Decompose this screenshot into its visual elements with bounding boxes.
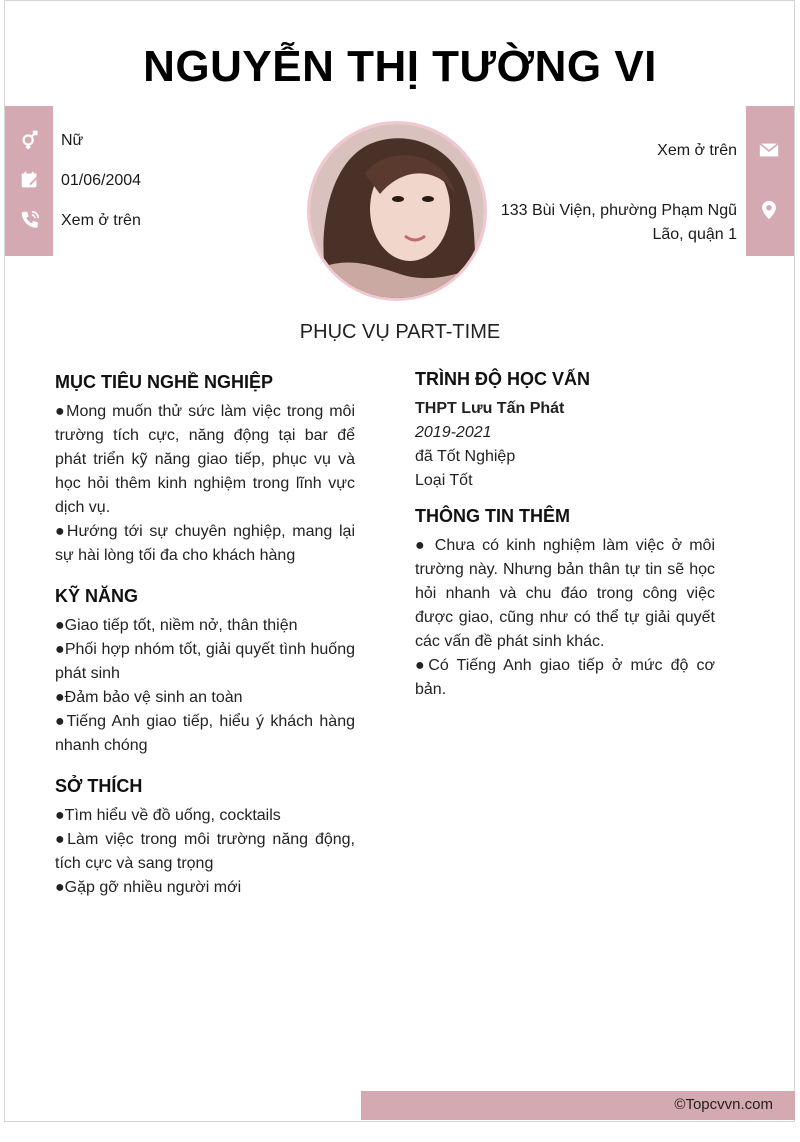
additional-info-item: ● Chưa có kinh nghiệm làm việc ở môi trường này. Nhưng bản thân tự tin sẽ học hỏi nhanh và chu đáo trong công việc được giao, cũng như có thể tự giải quyết các vấn đề phát sinh khác. xyxy=(415,537,715,650)
job-title: PHỤC VỤ PART-TIME xyxy=(299,321,501,343)
footer-credit: ©Topcvvn.com xyxy=(674,1096,773,1113)
email-text: Xem ở trên xyxy=(657,142,737,159)
avatar-photo xyxy=(310,124,484,298)
phone-text: Xem ở trên xyxy=(61,212,141,229)
right-accent-bar xyxy=(746,106,794,256)
avatar xyxy=(307,121,487,301)
footer-bar xyxy=(361,1091,795,1120)
address-text xyxy=(501,199,737,247)
education-grade: Loại Tốt xyxy=(415,472,473,489)
career-goal-section xyxy=(55,370,355,568)
education-title: TRÌNH ĐỘ HỌC VẤN xyxy=(415,369,590,389)
skills-title: KỸ NĂNG xyxy=(55,586,139,606)
gender-icon xyxy=(19,129,41,151)
career-goal-item: ●Hướng tới sự chuyên nghiệp, mang lại sự hài lòng tối đa cho khách hàng xyxy=(55,523,355,564)
skill-item: ●Phối hợp nhóm tốt, giải quyết tình huống phát sinh xyxy=(55,641,355,682)
additional-info-item: ●Có Tiếng Anh giao tiếp ở mức độ cơ bản. xyxy=(415,657,715,698)
birthdate-text: 01/06/2004 xyxy=(61,172,142,189)
hobbies-section xyxy=(55,774,355,900)
location-icon xyxy=(758,199,780,221)
calendar-icon xyxy=(19,169,41,191)
address-line-2: Lão, quận 1 xyxy=(652,226,737,243)
additional-info-section xyxy=(415,504,715,702)
gender-text: Nữ xyxy=(61,132,84,149)
skill-item: ●Tiếng Anh giao tiếp, hiểu ý khách hàng nhanh chóng xyxy=(55,713,355,754)
email-icon xyxy=(758,139,780,161)
skill-item: ●Giao tiếp tốt, niềm nở, thân thiện xyxy=(55,617,298,634)
career-goal-item: ●Mong muốn thử sức làm việc trong môi trường tích cực, năng động tại bar để phát triển kỹ năng giao tiếp, phục vụ và học hỏi thêm kinh nghiệm trong lĩnh vực dịch vụ. xyxy=(55,403,355,516)
school-name: THPT Lưu Tấn Phát xyxy=(415,400,565,417)
phone-icon xyxy=(19,209,41,231)
hobby-item: ●Tìm hiểu về đồ uống, cocktails xyxy=(55,807,281,824)
skill-item: ●Đảm bảo vệ sinh an toàn xyxy=(55,689,243,706)
hobby-item: ●Làm việc trong môi trường năng động, tích cực và sang trọng xyxy=(55,831,355,872)
hobbies-title: SỞ THÍCH xyxy=(55,776,143,796)
additional-info-title: THÔNG TIN THÊM xyxy=(415,506,570,526)
school-years: 2019-2021 xyxy=(415,424,492,441)
education-status: đã Tốt Nghiệp xyxy=(415,448,516,465)
career-goal-title: MỤC TIÊU NGHỀ NGHIỆP xyxy=(55,372,274,392)
hobby-item: ●Gặp gỡ nhiều người mới xyxy=(55,879,242,896)
address-line-1: 133 Bùi Viện, phường Phạm Ngũ xyxy=(500,202,737,219)
skills-section xyxy=(55,584,355,758)
education-section xyxy=(415,367,715,493)
candidate-name: NGUYỄN THỊ TƯỜNG VI xyxy=(143,42,657,91)
